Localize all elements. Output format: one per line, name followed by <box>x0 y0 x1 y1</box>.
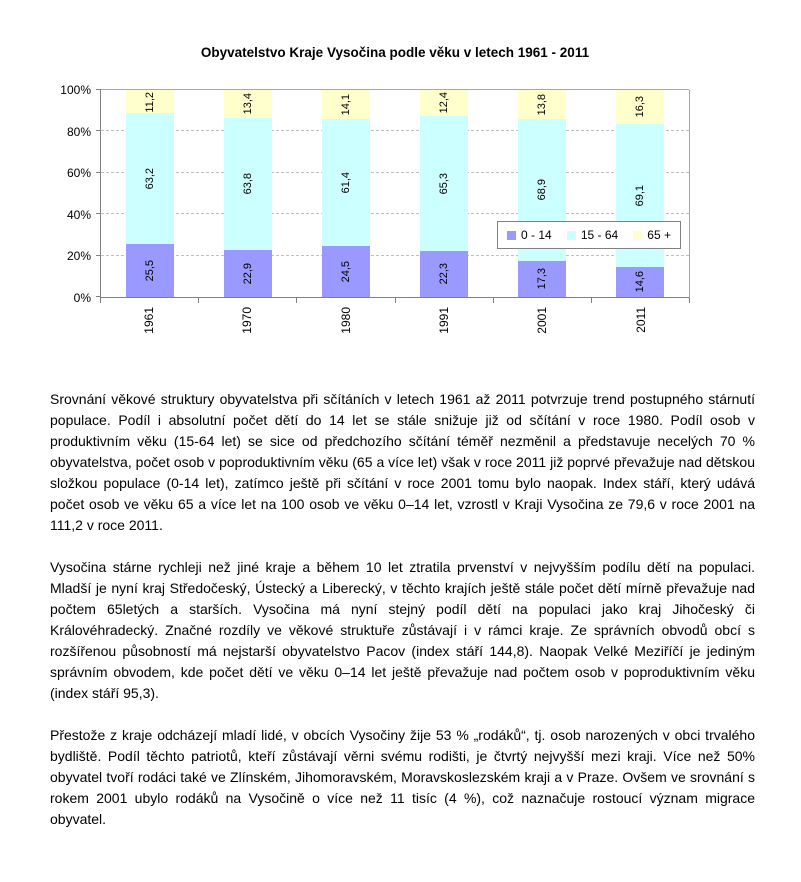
x-axis-label: 1961 <box>142 307 157 334</box>
bar-segment <box>420 116 468 251</box>
y-axis-label: 60% <box>66 166 91 181</box>
y-axis <box>50 83 100 305</box>
bar-value-label: 65,3 <box>438 172 450 194</box>
bar-value-label: 16,3 <box>634 96 646 118</box>
paragraph-3: Přestože z kraje odcházejí mladí lidé, v obcích Vysočiny žije 53 % „rodáků“, tj. osob narozených v obci trvalého bydliště. Podíl těchto patriotů, kteří zůstávají věrni svému rodišti, je čtvrtý nejvyšší mezi kraji. Více než 50% obyvatel tvoří rodáci také ve Zlínském, Jihomoravském, Moravskoslezském kraji a v Praze. Ovšem ve srovnání s rokem 2001 ubylo rodáků na Vysočině o více než 11 tisíc (4 %), což naznačuje rostoucí význam migrace obyvatel. <box>50 727 755 827</box>
bar-value-label: 14,6 <box>634 271 646 293</box>
paragraph-2: Vysočina stárne rychleji než jiné kraje a během 10 let ztratila prvenství v nejvyšším podílu dětí na populaci. Mladší je nyní kraj Středočeský, Ústecký a Liberecký, v těchto krajích ještě stále počet dětí mírně převažuje nad počtem 65letých a starších. Vysočina má nyní stejný podíl dětí na populaci jako kraj Jihočeský či Královéhradecký. Značné rozdíly ve věkové struktuře zůstávají i v rámci kraje. Ze správních obvodů obcí s rozšířenou působností má nejstarší obyvatelstvo Pacov (index stáří 144,8). Naopak Velké Meziříčí je jediným správním obvodem, kde počet dětí ve věku 0–14 let ještě převažuje nad počtem osob v poproduktivním věku (index stáří 95,3). <box>50 559 755 701</box>
legend-label: 15 - 64 <box>580 228 619 242</box>
x-label-cell <box>592 307 690 349</box>
stacked-bar-1961 <box>126 90 174 297</box>
x-axis-label: 1991 <box>437 307 452 334</box>
bar-column-1961 <box>101 90 199 297</box>
bar-column-2011 <box>591 90 689 297</box>
x-label-cell <box>100 307 198 349</box>
legend-item <box>507 228 552 242</box>
x-tick <box>101 298 199 303</box>
bar-segment <box>224 90 272 118</box>
bar-segment <box>224 118 272 250</box>
plot-area <box>100 90 690 298</box>
bar-value-label: 17,3 <box>536 268 548 290</box>
x-axis-label: 2001 <box>535 307 550 334</box>
chart-figure <box>50 45 695 349</box>
chart-title: Obyvatelstvo Kraje Vysočina podle věku v letech 1961 - 2011 <box>200 45 590 60</box>
bar-value-label: 61,4 <box>340 172 352 194</box>
bar-segment <box>126 244 174 297</box>
y-axis-label: 20% <box>66 249 91 264</box>
bar-value-label: 63,8 <box>242 172 254 195</box>
plot-column <box>100 90 690 349</box>
x-tick <box>297 298 395 303</box>
bar-value-label: 22,9 <box>242 262 254 285</box>
bar-value-label: 13,8 <box>536 93 548 116</box>
bar-value-label: 68,9 <box>536 179 548 201</box>
bar-segment <box>518 261 566 297</box>
stacked-bar-1970 <box>224 90 272 297</box>
y-axis-label: 100% <box>60 83 91 97</box>
bar-value-label: 13,4 <box>242 93 254 115</box>
x-label-cell <box>198 307 296 349</box>
bar-segment <box>322 119 370 246</box>
x-axis-ticks <box>100 298 690 303</box>
bars <box>101 90 689 297</box>
bar-value-label: 14,1 <box>340 93 352 116</box>
bar-segment <box>322 90 370 119</box>
bar-segment <box>616 267 664 297</box>
bar-value-label: 22,3 <box>438 263 450 285</box>
x-axis-label: 1970 <box>240 307 255 334</box>
bar-column-2001 <box>493 90 591 297</box>
x-label-cell <box>395 307 493 349</box>
bar-value-label: 12,4 <box>438 92 450 114</box>
legend-swatch <box>507 231 516 240</box>
bar-value-label: 24,5 <box>340 260 352 283</box>
x-axis-label: 2011 <box>633 307 648 333</box>
bar-column-1991 <box>395 90 493 297</box>
bar-value-label: 63,2 <box>144 168 156 190</box>
bar-segment <box>322 246 370 297</box>
x-tick <box>199 298 297 303</box>
bar-segment <box>420 90 468 116</box>
legend-swatch <box>567 231 576 240</box>
bar-column-1980 <box>297 90 395 297</box>
stacked-bar-2001 <box>518 90 566 297</box>
bar-segment <box>224 250 272 297</box>
bar-value-label: 69,1 <box>634 184 646 206</box>
x-axis-label: 1980 <box>338 307 353 334</box>
chart-legend <box>497 221 681 249</box>
bar-segment <box>518 90 566 119</box>
bar-value-label: 11,2 <box>144 91 156 113</box>
x-tick <box>494 298 592 303</box>
y-axis-label: 0% <box>73 291 91 305</box>
x-axis-labels <box>100 307 690 349</box>
legend-swatch <box>633 231 642 240</box>
bar-column-1970 <box>199 90 297 297</box>
stacked-bar-1980 <box>322 90 370 297</box>
x-tick <box>396 298 494 303</box>
legend-label: 0 - 14 <box>521 228 552 242</box>
bar-segment <box>616 90 664 124</box>
bar-segment <box>126 113 174 244</box>
body-text <box>50 389 755 830</box>
bar-segment <box>420 251 468 297</box>
y-axis-label: 40% <box>66 207 91 222</box>
bar-value-label: 25,5 <box>144 259 156 282</box>
x-label-cell <box>297 307 395 349</box>
paragraph-1: Srovnání věkové struktury obyvatelstva při sčítáních v letech 1961 až 2011 potvrzuje trend postupného stárnutí populace. Podíl i absolutní počet dětí do 14 let se stále snižuje již od sčítání v roce 1980. Podíl osob v produktivním věku (15-64 let) se sice od předchozího sčítání téměř nezměnil a představuje necelých 70 % obyvatelstva, počet osob v poproduktivním věku (65 a více let) však v roce 2011 již poprvé převažuje nad dětskou složkou populace (0-14 let), zatímco ještě při sčítání v roce 2001 tomu bylo naopak. Index stáří, který udává počet osob ve věku 65 a více let na 100 osob ve věku 0–14 let, vzrostl v Kraji Vysočina ze 79,6 v roce 2001 na 111,2 v roce 2011. <box>50 391 755 533</box>
bar-segment <box>126 90 174 113</box>
x-tick <box>592 298 690 303</box>
chart-body <box>50 83 695 349</box>
x-label-cell <box>493 307 591 349</box>
stacked-bar-2011 <box>616 90 664 297</box>
legend-item <box>633 228 671 242</box>
y-axis-label: 80% <box>66 124 91 139</box>
legend-label: 65 + <box>647 228 671 242</box>
stacked-bar-1991 <box>420 90 468 297</box>
legend-item <box>567 228 618 242</box>
